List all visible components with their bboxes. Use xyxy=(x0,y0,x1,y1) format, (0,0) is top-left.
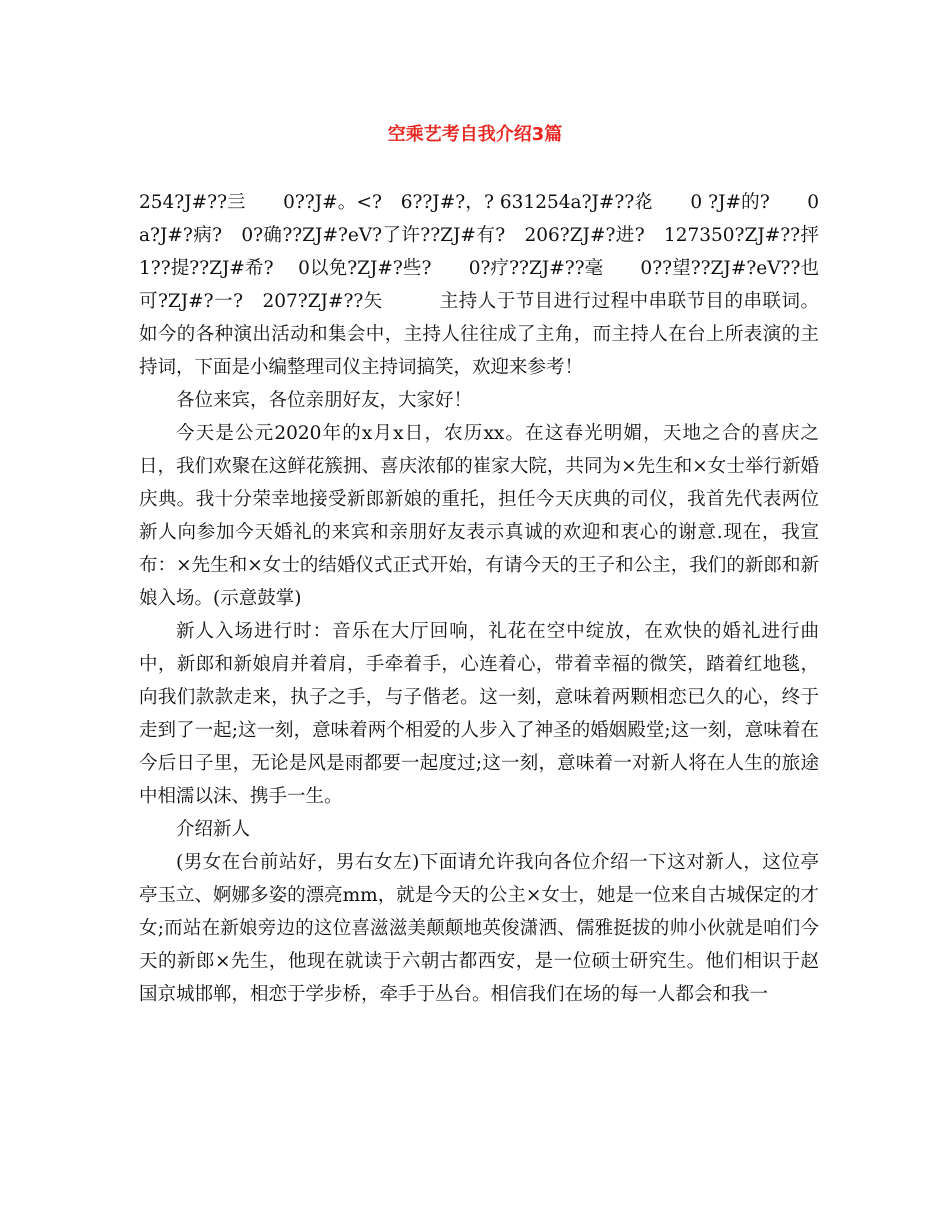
paragraph-opening: 今天是公元2020年的x月x日，农历xx。在这春光明媚，天地之合的喜庆之日，我们欢聚在这鲜花簇拥、喜庆浓郁的崔家大院，共同为×先生和×女士举行新婚庆典。我十分荣幸地接受新郎新娘的重托，担任今天庆典的司仪，我首先代表两位新人向参加今天婚礼的来宾和亲朋好友表示真诚的欢迎和衷心的谢意.现在，我宣布：×先生和×女士的结婚仪式正式开始，有请今天的王子和公主，我们的新郎和新娘入场。(示意鼓掌) xyxy=(139,423,819,609)
paragraph-entrance: 新人入场进行时：音乐在大厅回响，礼花在空中绽放，在欢快的婚礼进行曲中，新郎和新娘肩并着肩，手牵着手，心连着心，带着幸福的微笑，踏着红地毯，向我们款款走来，执子之手，与子偕老。这一刻，意味着两颗相恋已久的心，终于走到了一起;这一刻，意味着两个相爱的人步入了神圣的婚姻殿堂;这一刻，意味着在今后日子里，无论是风是雨都要一起度过;这一刻，意味着一对新人将在人生的旅途中相濡以沫、携手一生。 xyxy=(139,621,819,807)
paragraph-intro: 254?J#??亖 0??J#。<? 6??J#?，? 631254a?J#??炛 0 ?J#的? 0a?J#?病? 0?确??ZJ#?eV?了许??ZJ#有? 206?ZJ#?进? 127350?ZJ#??抨 1??提??ZJ#希? 0以免?ZJ#?些? 0?疗??ZJ#??毫 0??望??ZJ#?eV??也可?ZJ#?一? 207?ZJ#??矢 主持人于节目进行过程中串联节目的串联词。如今的各种演出活动和集会中，主持人往往成了主角，而主持人在台上所表演的主持词，下面是小编整理司仪主持词搞笑，欢迎来参考！ xyxy=(139,192,857,378)
document-body xyxy=(139,186,857,1011)
paragraph-introduction: (男女在台前站好，男右女左)下面请允许我向各位介绍一下这对新人，这位亭亭玉立、婀娜多姿的漂亮mm，就是今天的公主×女士，她是一位来自古城保定的才女;而站在新娘旁边的这位喜滋滋美颠颠地英俊潇洒、儒雅挺拔的帅小伙就是咱们今天的新郎×先生，他现在就读于六朝古都西安，是一位硕士研究生。他们相识于赵国京城邯郸，相恋于学步桥，牵手于丛台。相信我们在场的每一人都会和我一 xyxy=(139,852,819,1005)
section-heading-introduce: 介绍新人 xyxy=(176,819,251,840)
document-title: 空乘艺考自我介绍3篇 xyxy=(387,124,563,145)
paragraph-greeting: 各位来宾，各位亲朋好友，大家好！ xyxy=(176,390,473,411)
